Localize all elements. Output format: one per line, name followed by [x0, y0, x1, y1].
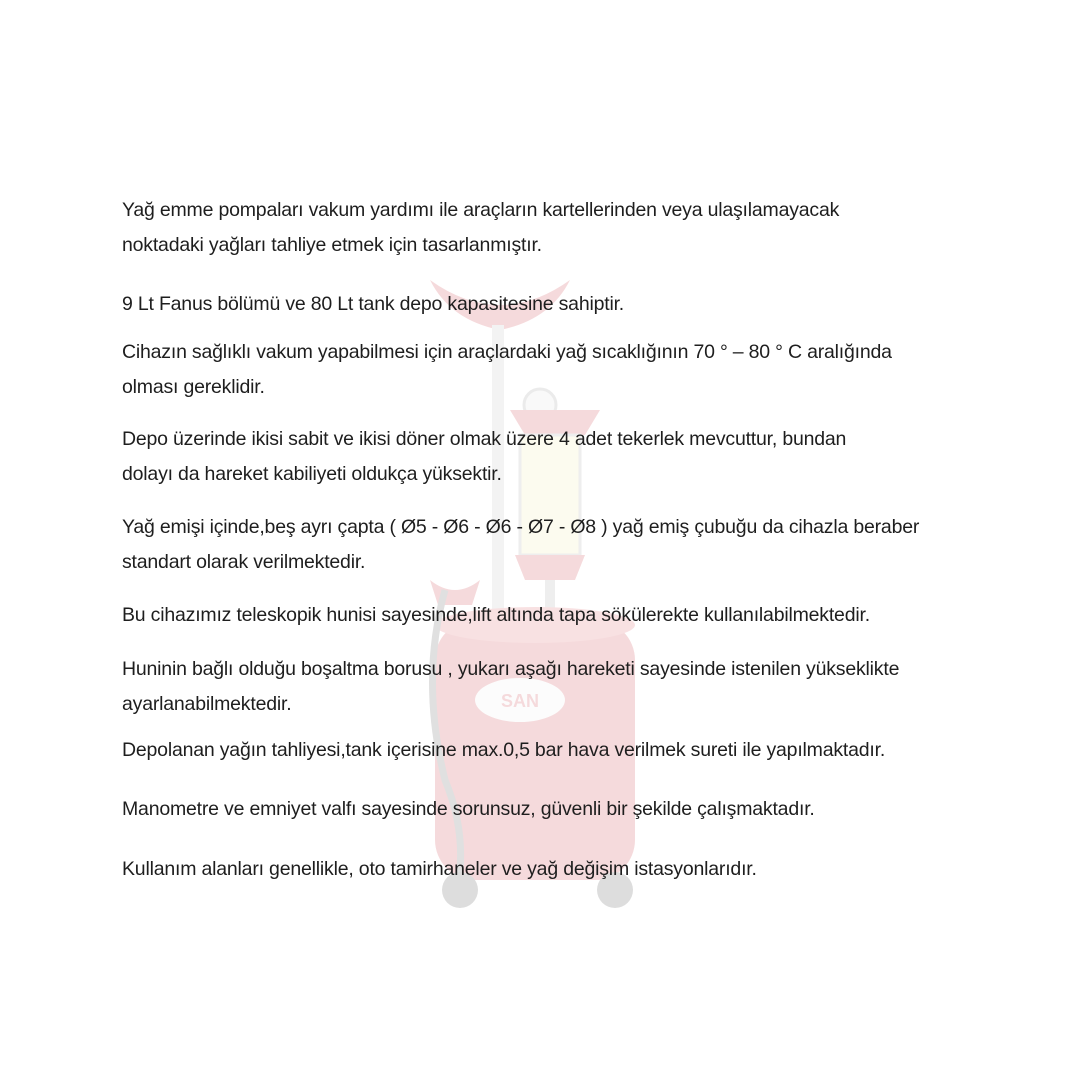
paragraph-line: Cihazın sağlıklı vakum yapabilmesi için araçlardaki yağ sıcaklığının 70 ° – 80 ° C aralığında: [122, 341, 892, 363]
paragraph-usage: [122, 852, 757, 887]
paragraph-line: 9 Lt Fanus bölümü ve 80 Lt tank depo kapasitesine sahiptir.: [122, 293, 625, 315]
paragraph-line: standart olarak verilmektedir.: [122, 551, 366, 573]
paragraph-line: Huninin bağlı olduğu boşaltma borusu , yukarı aşağı hareketi sayesinde istenilen yükseklikte: [122, 658, 900, 680]
paragraph-line: Bu cihazımız teleskopik hunisi sayesinde,lift altında tapa sökülerekte kullanılabilmektedir.: [122, 604, 870, 626]
paragraph-telescopic-funnel: [122, 598, 870, 633]
paragraph-capacity: [122, 287, 624, 322]
paragraph-drain-pipe: [122, 652, 899, 722]
paragraph-line: noktadaki yağları tahliye etmek için tasarlanmıştır.: [122, 234, 542, 256]
paragraph-line: dolayı da hareket kabiliyeti oldukça yüksektir.: [122, 463, 502, 485]
paragraph-line: Yağ emişi içinde,beş ayrı çapta ( Ø5 - Ø6 - Ø6 - Ø7 - Ø8 ) yağ emiş çubuğu da cihazla beraber: [122, 516, 920, 538]
paragraph-line: Yağ emme pompaları vakum yardımı ile araçların kartellerinden veya ulaşılamayacak: [122, 199, 840, 221]
watermark-brand-label: SAN: [500, 691, 540, 711]
paragraph-suction-rods: [122, 510, 919, 580]
paragraph-line: Depolanan yağın tahliyesi,tank içerisine max.0,5 bar hava verilmek sureti ile yapılmaktadır.: [122, 739, 886, 761]
paragraph-line: Depo üzerinde ikisi sabit ve ikisi döner olmak üzere 4 adet tekerlek mevcuttur, bundan: [122, 428, 847, 450]
paragraph-discharge: [122, 733, 885, 768]
paragraph-safety: [122, 792, 815, 827]
paragraph-temperature: [122, 335, 892, 405]
paragraph-wheels: [122, 422, 846, 492]
paragraph-line: Manometre ve emniyet valfı sayesinde sorunsuz, güvenli bir şekilde çalışmaktadır.: [122, 798, 815, 820]
paragraph-line: olması gereklidir.: [122, 376, 265, 398]
paragraph-line: ayarlanabilmektedir.: [122, 693, 292, 715]
paragraph-purpose: [122, 193, 839, 263]
paragraph-line: Kullanım alanları genellikle, oto tamirhaneler ve yağ değişim istasyonlarıdır.: [122, 858, 757, 880]
